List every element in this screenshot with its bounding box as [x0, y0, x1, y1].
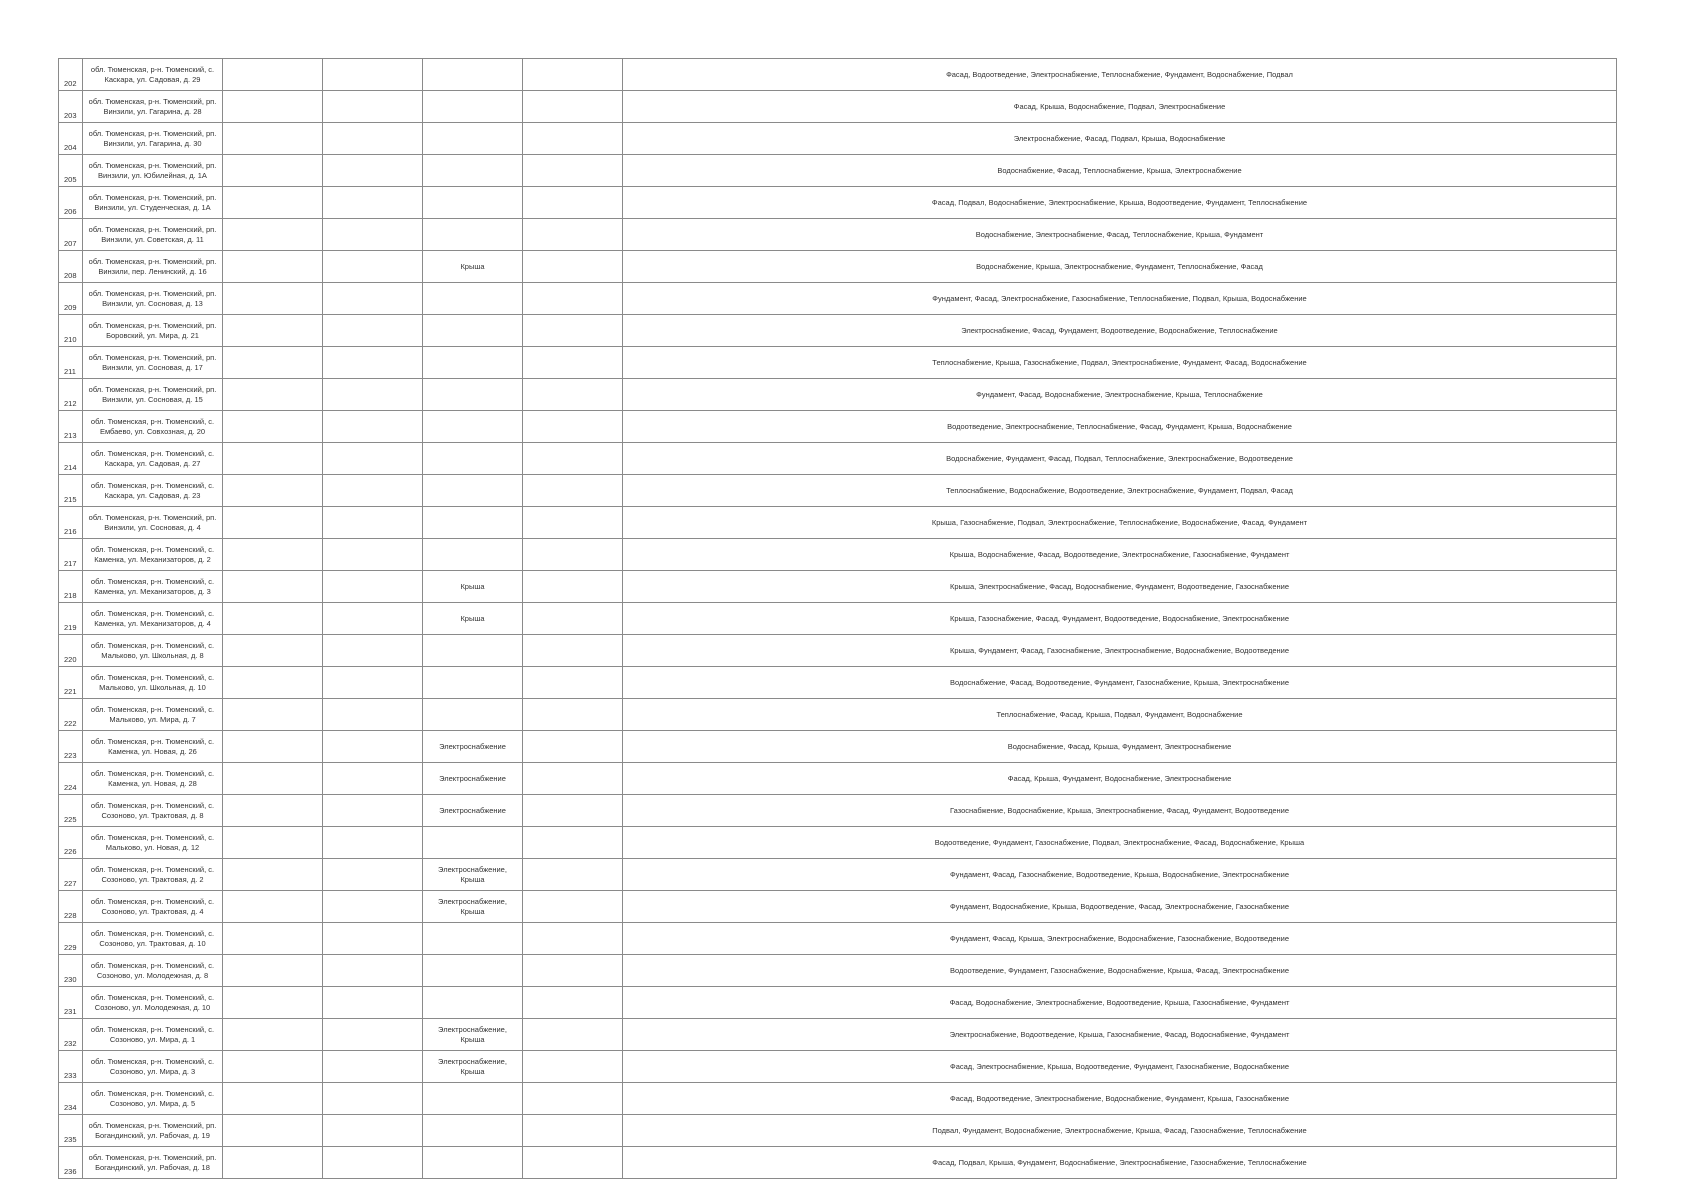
empty-cell [523, 763, 623, 795]
table-row [59, 59, 1617, 91]
selected-works-cell [423, 1083, 523, 1115]
works-list-cell: Фасад, Подвал, Крыша, Фундамент, Водоснабжение, Электроснабжение, Газоснабжение, Теплоснабжение [623, 1147, 1617, 1179]
empty-cell [523, 1051, 623, 1083]
address-cell: обл. Тюменская, р-н. Тюменский, с. Ембаево, ул. Совхозная, д. 20 [83, 411, 223, 443]
empty-cell [523, 859, 623, 891]
empty-cell [523, 411, 623, 443]
selected-works-cell: Электроснабжение [423, 763, 523, 795]
empty-cell [523, 315, 623, 347]
selected-works-cell [423, 379, 523, 411]
empty-cell [523, 827, 623, 859]
empty-cell [323, 731, 423, 763]
empty-cell [223, 891, 323, 923]
works-list-cell: Водоотведение, Электроснабжение, Теплоснабжение, Фасад, Фундамент, Крыша, Водоснабжение [623, 411, 1617, 443]
works-list-cell: Электроснабжение, Водоотведение, Крыша, Газоснабжение, Фасад, Водоснабжение, Фундамент [623, 1019, 1617, 1051]
table-row [59, 91, 1617, 123]
empty-cell [523, 635, 623, 667]
empty-cell [223, 763, 323, 795]
works-list-cell: Теплоснабжение, Фасад, Крыша, Подвал, Фундамент, Водоснабжение [623, 699, 1617, 731]
empty-cell [523, 1115, 623, 1147]
selected-works-cell: Крыша [423, 571, 523, 603]
empty-cell [323, 283, 423, 315]
address-cell: обл. Тюменская, р-н. Тюменский, рп. Винзили, ул. Студенческая, д. 1А [83, 187, 223, 219]
table-row [59, 731, 1617, 763]
row-number-cell: 221 [59, 667, 83, 699]
empty-cell [223, 59, 323, 91]
works-list-cell: Фасад, Подвал, Водоснабжение, Электроснабжение, Крыша, Водоотведение, Фундамент, Теплоснабжение [623, 187, 1617, 219]
table-row [59, 347, 1617, 379]
row-number-cell: 204 [59, 123, 83, 155]
selected-works-cell [423, 539, 523, 571]
empty-cell [523, 187, 623, 219]
selected-works-cell: Электроснабжение, Крыша [423, 1019, 523, 1051]
table-row [59, 699, 1617, 731]
empty-cell [323, 411, 423, 443]
selected-works-cell [423, 1147, 523, 1179]
address-cell: обл. Тюменская, р-н. Тюменский, с. Каменка, ул. Механизаторов, д. 4 [83, 603, 223, 635]
address-cell: обл. Тюменская, р-н. Тюменский, рп. Богандинский, ул. Рабочая, д. 19 [83, 1115, 223, 1147]
empty-cell [223, 667, 323, 699]
table-row [59, 123, 1617, 155]
empty-cell [323, 347, 423, 379]
selected-works-cell: Электроснабжение, Крыша [423, 859, 523, 891]
table-row [59, 411, 1617, 443]
empty-cell [323, 603, 423, 635]
works-list-cell: Фасад, Крыша, Фундамент, Водоснабжение, Электроснабжение [623, 763, 1617, 795]
empty-cell [223, 1019, 323, 1051]
empty-cell [523, 1083, 623, 1115]
table-row [59, 763, 1617, 795]
row-number-cell: 210 [59, 315, 83, 347]
selected-works-cell: Электроснабжение [423, 731, 523, 763]
empty-cell [323, 763, 423, 795]
row-number-cell: 222 [59, 699, 83, 731]
empty-cell [223, 987, 323, 1019]
empty-cell [523, 347, 623, 379]
works-table [58, 58, 1617, 1179]
table-row [59, 507, 1617, 539]
address-cell: обл. Тюменская, р-н. Тюменский, с. Мальково, ул. Школьная, д. 10 [83, 667, 223, 699]
row-number-cell: 215 [59, 475, 83, 507]
address-cell: обл. Тюменская, р-н. Тюменский, с. Мальково, ул. Мира, д. 7 [83, 699, 223, 731]
address-cell: обл. Тюменская, р-н. Тюменский, с. Созоново, ул. Мира, д. 1 [83, 1019, 223, 1051]
works-list-cell: Подвал, Фундамент, Водоснабжение, Электроснабжение, Крыша, Фасад, Газоснабжение, Теплоснабжение [623, 1115, 1617, 1147]
selected-works-cell: Электроснабжение, Крыша [423, 891, 523, 923]
table-row [59, 379, 1617, 411]
works-list-cell: Водоснабжение, Фасад, Водоотведение, Фундамент, Газоснабжение, Крыша, Электроснабжение [623, 667, 1617, 699]
selected-works-cell: Электроснабжение, Крыша [423, 1051, 523, 1083]
selected-works-cell: Крыша [423, 603, 523, 635]
table-row [59, 571, 1617, 603]
table-body [59, 59, 1617, 1179]
selected-works-cell [423, 667, 523, 699]
selected-works-cell [423, 219, 523, 251]
address-cell: обл. Тюменская, р-н. Тюменский, с. Созоново, ул. Трактовая, д. 10 [83, 923, 223, 955]
row-number-cell: 211 [59, 347, 83, 379]
works-list-cell: Водоснабжение, Электроснабжение, Фасад, Теплоснабжение, Крыша, Фундамент [623, 219, 1617, 251]
empty-cell [223, 155, 323, 187]
address-cell: обл. Тюменская, р-н. Тюменский, рп. Боровский, ул. Мира, д. 21 [83, 315, 223, 347]
empty-cell [223, 1115, 323, 1147]
selected-works-cell [423, 187, 523, 219]
address-cell: обл. Тюменская, р-н. Тюменский, с. Каскара, ул. Садовая, д. 23 [83, 475, 223, 507]
empty-cell [523, 603, 623, 635]
address-cell: обл. Тюменская, р-н. Тюменский, рп. Винзили, ул. Юбилейная, д. 1А [83, 155, 223, 187]
empty-cell [223, 923, 323, 955]
selected-works-cell [423, 91, 523, 123]
table-row [59, 795, 1617, 827]
selected-works-cell [423, 475, 523, 507]
empty-cell [523, 379, 623, 411]
table-row [59, 443, 1617, 475]
empty-cell [223, 475, 323, 507]
address-cell: обл. Тюменская, р-н. Тюменский, рп. Богандинский, ул. Рабочая, д. 18 [83, 1147, 223, 1179]
empty-cell [523, 91, 623, 123]
table-row [59, 987, 1617, 1019]
selected-works-cell [423, 443, 523, 475]
empty-cell [323, 1051, 423, 1083]
empty-cell [523, 475, 623, 507]
row-number-cell: 230 [59, 955, 83, 987]
empty-cell [523, 443, 623, 475]
table-row [59, 859, 1617, 891]
table-row [59, 1051, 1617, 1083]
selected-works-cell [423, 507, 523, 539]
table-row [59, 827, 1617, 859]
works-list-cell: Фундамент, Фасад, Крыша, Электроснабжение, Водоснабжение, Газоснабжение, Водоотведение [623, 923, 1617, 955]
empty-cell [223, 1147, 323, 1179]
empty-cell [223, 571, 323, 603]
row-number-cell: 223 [59, 731, 83, 763]
table-row [59, 1147, 1617, 1179]
address-cell: обл. Тюменская, р-н. Тюменский, с. Созоново, ул. Мира, д. 5 [83, 1083, 223, 1115]
empty-cell [523, 731, 623, 763]
row-number-cell: 235 [59, 1115, 83, 1147]
table-row [59, 955, 1617, 987]
empty-cell [523, 891, 623, 923]
table-row [59, 155, 1617, 187]
works-list-cell: Теплоснабжение, Крыша, Газоснабжение, Подвал, Электроснабжение, Фундамент, Фасад, Водоснабжение [623, 347, 1617, 379]
empty-cell [323, 635, 423, 667]
row-number-cell: 227 [59, 859, 83, 891]
empty-cell [523, 251, 623, 283]
table-row [59, 251, 1617, 283]
row-number-cell: 232 [59, 1019, 83, 1051]
selected-works-cell: Электроснабжение [423, 795, 523, 827]
works-list-cell: Водоснабжение, Крыша, Электроснабжение, Фундамент, Теплоснабжение, Фасад [623, 251, 1617, 283]
empty-cell [323, 923, 423, 955]
empty-cell [223, 315, 323, 347]
empty-cell [323, 475, 423, 507]
empty-cell [223, 507, 323, 539]
table-row [59, 667, 1617, 699]
address-cell: обл. Тюменская, р-н. Тюменский, рп. Винзили, пер. Ленинский, д. 16 [83, 251, 223, 283]
works-list-cell: Водоснабжение, Фасад, Крыша, Фундамент, Электроснабжение [623, 731, 1617, 763]
empty-cell [323, 219, 423, 251]
works-list-cell: Крыша, Фундамент, Фасад, Газоснабжение, Электроснабжение, Водоснабжение, Водоотведение [623, 635, 1617, 667]
empty-cell [523, 539, 623, 571]
table-row [59, 187, 1617, 219]
empty-cell [223, 1083, 323, 1115]
empty-cell [223, 379, 323, 411]
empty-cell [223, 411, 323, 443]
table-row [59, 219, 1617, 251]
row-number-cell: 206 [59, 187, 83, 219]
empty-cell [523, 507, 623, 539]
works-list-cell: Водоснабжение, Фундамент, Фасад, Подвал, Теплоснабжение, Электроснабжение, Водоотведение [623, 443, 1617, 475]
address-cell: обл. Тюменская, р-н. Тюменский, с. Каменка, ул. Новая, д. 26 [83, 731, 223, 763]
works-list-cell: Фундамент, Фасад, Электроснабжение, Газоснабжение, Теплоснабжение, Подвал, Крыша, Водоснабжение [623, 283, 1617, 315]
row-number-cell: 202 [59, 59, 83, 91]
empty-cell [523, 571, 623, 603]
empty-cell [223, 539, 323, 571]
empty-cell [523, 923, 623, 955]
table-row [59, 1083, 1617, 1115]
selected-works-cell [423, 1115, 523, 1147]
address-cell: обл. Тюменская, р-н. Тюменский, рп. Винзили, ул. Гагарина, д. 28 [83, 91, 223, 123]
row-number-cell: 213 [59, 411, 83, 443]
selected-works-cell: Крыша [423, 251, 523, 283]
empty-cell [323, 987, 423, 1019]
works-list-cell: Фундамент, Фасад, Газоснабжение, Водоотведение, Крыша, Водоснабжение, Электроснабжение [623, 859, 1617, 891]
address-cell: обл. Тюменская, р-н. Тюменский, с. Созоново, ул. Трактовая, д. 8 [83, 795, 223, 827]
empty-cell [323, 539, 423, 571]
address-cell: обл. Тюменская, р-н. Тюменский, рп. Винзили, ул. Советская, д. 11 [83, 219, 223, 251]
row-number-cell: 220 [59, 635, 83, 667]
selected-works-cell [423, 155, 523, 187]
selected-works-cell [423, 955, 523, 987]
works-list-cell: Электроснабжение, Фасад, Подвал, Крыша, Водоснабжение [623, 123, 1617, 155]
works-list-cell: Водоотведение, Фундамент, Газоснабжение, Водоснабжение, Крыша, Фасад, Электроснабжение [623, 955, 1617, 987]
address-cell: обл. Тюменская, р-н. Тюменский, с. Каменка, ул. Механизаторов, д. 2 [83, 539, 223, 571]
row-number-cell: 236 [59, 1147, 83, 1179]
address-cell: обл. Тюменская, р-н. Тюменский, с. Каскара, ул. Садовая, д. 29 [83, 59, 223, 91]
empty-cell [223, 1051, 323, 1083]
empty-cell [523, 955, 623, 987]
works-list-cell: Электроснабжение, Фасад, Фундамент, Водоотведение, Водоснабжение, Теплоснабжение [623, 315, 1617, 347]
empty-cell [323, 955, 423, 987]
works-list-cell: Крыша, Газоснабжение, Подвал, Электроснабжение, Теплоснабжение, Водоснабжение, Фасад, Фундамент [623, 507, 1617, 539]
works-list-cell: Фасад, Водоотведение, Электроснабжение, Теплоснабжение, Фундамент, Водоснабжение, Подвал [623, 59, 1617, 91]
address-cell: обл. Тюменская, р-н. Тюменский, рп. Винзили, ул. Гагарина, д. 30 [83, 123, 223, 155]
table-row [59, 635, 1617, 667]
empty-cell [223, 827, 323, 859]
table-row [59, 1019, 1617, 1051]
table-row [59, 539, 1617, 571]
row-number-cell: 231 [59, 987, 83, 1019]
empty-cell [523, 219, 623, 251]
empty-cell [223, 955, 323, 987]
works-list-cell: Газоснабжение, Водоснабжение, Крыша, Электроснабжение, Фасад, Фундамент, Водоотведение [623, 795, 1617, 827]
address-cell: обл. Тюменская, р-н. Тюменский, с. Мальково, ул. Новая, д. 12 [83, 827, 223, 859]
empty-cell [223, 731, 323, 763]
address-cell: обл. Тюменская, р-н. Тюменский, с. Созоново, ул. Мира, д. 3 [83, 1051, 223, 1083]
table-row [59, 923, 1617, 955]
empty-cell [323, 507, 423, 539]
table-row [59, 315, 1617, 347]
empty-cell [523, 699, 623, 731]
empty-cell [223, 123, 323, 155]
address-cell: обл. Тюменская, р-н. Тюменский, с. Созоново, ул. Молодежная, д. 10 [83, 987, 223, 1019]
empty-cell [523, 155, 623, 187]
address-cell: обл. Тюменская, р-н. Тюменский, рп. Винзили, ул. Сосновая, д. 15 [83, 379, 223, 411]
empty-cell [523, 667, 623, 699]
works-list-cell: Фасад, Водоотведение, Электроснабжение, Водоснабжение, Фундамент, Крыша, Газоснабжение [623, 1083, 1617, 1115]
selected-works-cell [423, 347, 523, 379]
row-number-cell: 209 [59, 283, 83, 315]
works-list-cell: Фундамент, Фасад, Водоснабжение, Электроснабжение, Крыша, Теплоснабжение [623, 379, 1617, 411]
empty-cell [523, 59, 623, 91]
empty-cell [323, 859, 423, 891]
address-cell: обл. Тюменская, р-н. Тюменский, с. Каменка, ул. Механизаторов, д. 3 [83, 571, 223, 603]
table-row [59, 283, 1617, 315]
empty-cell [323, 1147, 423, 1179]
empty-cell [523, 795, 623, 827]
empty-cell [323, 795, 423, 827]
works-list-cell: Фасад, Крыша, Водоснабжение, Подвал, Электроснабжение [623, 91, 1617, 123]
selected-works-cell [423, 699, 523, 731]
empty-cell [223, 283, 323, 315]
row-number-cell: 212 [59, 379, 83, 411]
works-list-cell: Водоотведение, Фундамент, Газоснабжение, Подвал, Электроснабжение, Фасад, Водоснабжение, Крыша [623, 827, 1617, 859]
row-number-cell: 203 [59, 91, 83, 123]
address-cell: обл. Тюменская, р-н. Тюменский, с. Созоново, ул. Трактовая, д. 4 [83, 891, 223, 923]
address-cell: обл. Тюменская, р-н. Тюменский, с. Созоново, ул. Молодежная, д. 8 [83, 955, 223, 987]
row-number-cell: 207 [59, 219, 83, 251]
selected-works-cell [423, 635, 523, 667]
address-cell: обл. Тюменская, р-н. Тюменский, рп. Винзили, ул. Сосновая, д. 4 [83, 507, 223, 539]
row-number-cell: 214 [59, 443, 83, 475]
works-list-cell: Крыша, Газоснабжение, Фасад, Фундамент, Водоотведение, Водоснабжение, Электроснабжение [623, 603, 1617, 635]
empty-cell [323, 155, 423, 187]
row-number-cell: 224 [59, 763, 83, 795]
empty-cell [323, 1083, 423, 1115]
row-number-cell: 205 [59, 155, 83, 187]
address-cell: обл. Тюменская, р-н. Тюменский, с. Каменка, ул. Новая, д. 28 [83, 763, 223, 795]
empty-cell [323, 1115, 423, 1147]
empty-cell [523, 987, 623, 1019]
works-list-cell: Теплоснабжение, Водоснабжение, Водоотведение, Электроснабжение, Фундамент, Подвал, Фасад [623, 475, 1617, 507]
selected-works-cell [423, 315, 523, 347]
empty-cell [323, 1019, 423, 1051]
empty-cell [323, 699, 423, 731]
empty-cell [223, 187, 323, 219]
empty-cell [223, 635, 323, 667]
address-cell: обл. Тюменская, р-н. Тюменский, рп. Винзили, ул. Сосновая, д. 13 [83, 283, 223, 315]
row-number-cell: 234 [59, 1083, 83, 1115]
empty-cell [223, 795, 323, 827]
works-list-cell: Фундамент, Водоснабжение, Крыша, Водоотведение, Фасад, Электроснабжение, Газоснабжение [623, 891, 1617, 923]
empty-cell [323, 59, 423, 91]
works-list-cell: Крыша, Электроснабжение, Фасад, Водоснабжение, Фундамент, Водоотведение, Газоснабжение [623, 571, 1617, 603]
empty-cell [323, 123, 423, 155]
empty-cell [223, 859, 323, 891]
row-number-cell: 228 [59, 891, 83, 923]
empty-cell [323, 315, 423, 347]
row-number-cell: 225 [59, 795, 83, 827]
selected-works-cell [423, 923, 523, 955]
empty-cell [523, 1019, 623, 1051]
selected-works-cell [423, 283, 523, 315]
row-number-cell: 226 [59, 827, 83, 859]
empty-cell [223, 347, 323, 379]
empty-cell [323, 571, 423, 603]
address-cell: обл. Тюменская, р-н. Тюменский, рп. Винзили, ул. Сосновая, д. 17 [83, 347, 223, 379]
row-number-cell: 217 [59, 539, 83, 571]
empty-cell [323, 91, 423, 123]
row-number-cell: 216 [59, 507, 83, 539]
works-list-cell: Фасад, Электроснабжение, Крыша, Водоотведение, Фундамент, Газоснабжение, Водоснабжение [623, 1051, 1617, 1083]
empty-cell [323, 891, 423, 923]
address-cell: обл. Тюменская, р-н. Тюменский, с. Мальково, ул. Школьная, д. 8 [83, 635, 223, 667]
table-row [59, 1115, 1617, 1147]
empty-cell [523, 1147, 623, 1179]
empty-cell [223, 699, 323, 731]
empty-cell [323, 251, 423, 283]
selected-works-cell [423, 987, 523, 1019]
row-number-cell: 208 [59, 251, 83, 283]
selected-works-cell [423, 59, 523, 91]
address-cell: обл. Тюменская, р-н. Тюменский, с. Каскара, ул. Садовая, д. 27 [83, 443, 223, 475]
empty-cell [223, 91, 323, 123]
empty-cell [223, 219, 323, 251]
empty-cell [323, 827, 423, 859]
table-row [59, 475, 1617, 507]
works-list-cell: Водоснабжение, Фасад, Теплоснабжение, Крыша, Электроснабжение [623, 155, 1617, 187]
empty-cell [223, 251, 323, 283]
row-number-cell: 218 [59, 571, 83, 603]
row-number-cell: 233 [59, 1051, 83, 1083]
empty-cell [323, 187, 423, 219]
empty-cell [523, 283, 623, 315]
selected-works-cell [423, 827, 523, 859]
row-number-cell: 219 [59, 603, 83, 635]
row-number-cell: 229 [59, 923, 83, 955]
empty-cell [523, 123, 623, 155]
empty-cell [323, 443, 423, 475]
empty-cell [323, 379, 423, 411]
empty-cell [323, 667, 423, 699]
empty-cell [223, 603, 323, 635]
table-row [59, 891, 1617, 923]
works-list-cell: Крыша, Водоснабжение, Фасад, Водоотведение, Электроснабжение, Газоснабжение, Фундамент [623, 539, 1617, 571]
empty-cell [223, 443, 323, 475]
table-row [59, 603, 1617, 635]
selected-works-cell [423, 123, 523, 155]
works-list-cell: Фасад, Водоснабжение, Электроснабжение, Водоотведение, Крыша, Газоснабжение, Фундамент [623, 987, 1617, 1019]
selected-works-cell [423, 411, 523, 443]
address-cell: обл. Тюменская, р-н. Тюменский, с. Созоново, ул. Трактовая, д. 2 [83, 859, 223, 891]
